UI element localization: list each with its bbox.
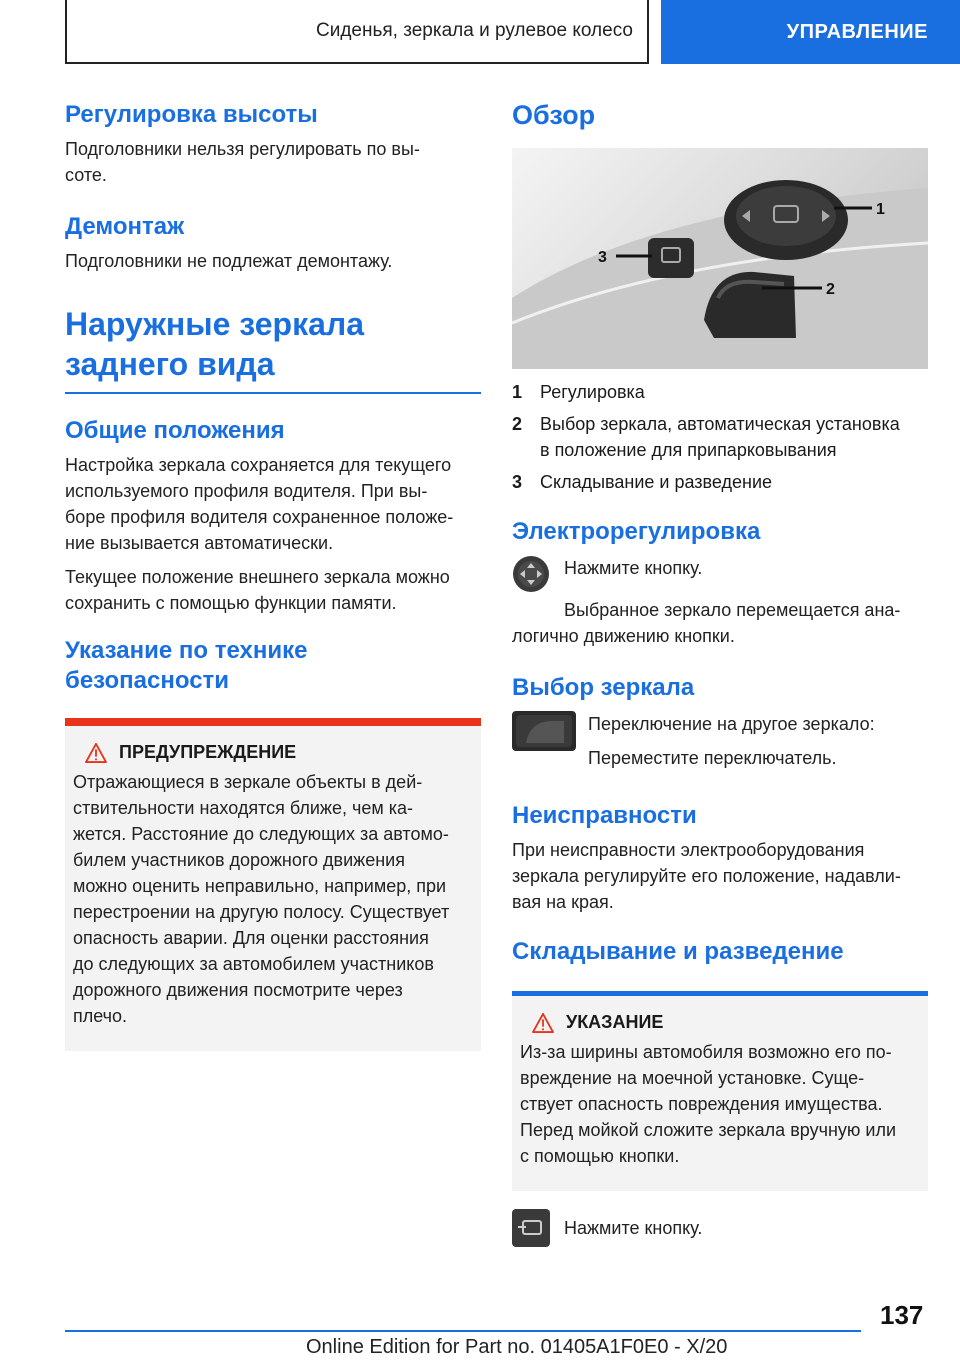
electric-adjust-text: Выбранное зеркало перемещается ана- логично движению кнопки. [512,600,901,646]
footer-rule [65,1330,861,1332]
list-item-text: Выбор зеркала, автоматическая установка в положение для припарковывания [540,414,900,460]
warning-triangle-icon [85,743,107,763]
heading-removal: Демонтаж [65,213,185,240]
page-number: 137 [880,1300,924,1330]
mirror-select-block [512,711,928,771]
list-item-number: 1 [512,382,523,402]
heading-exterior-mirrors: Наружные зеркала заднего вида [65,306,365,382]
heading-general: Общие положения [65,417,285,444]
height-adjust-text: Подголовники нельзя регулировать по вы- соте. [65,139,420,185]
section-rule [65,392,481,394]
removal-text: Подголовники не подлежат демонтажу. [65,251,393,271]
fold-instruction-text: Нажмите кнопку. [564,1218,703,1238]
callout-2: 2 [826,281,835,298]
mirror-fold-icon [512,1209,550,1247]
note-label: УКАЗАНИЕ [566,1012,664,1032]
list-item-text: Складывание и разведение [540,472,773,492]
mirror-controls-photo [512,148,928,369]
heading-mirror-select: Выбор зеркала [512,674,695,701]
list-item-text: Регулировка [540,382,645,402]
warning-text: Отражающиеся в зеркале объекты в дей- ствительности находятся ближе, чем ка- жется. Расстояние до следующих за автомо- билем участников дорожного движения можно оценить неправильно, например, при перестроении на другую полосу. Существует опасность аварии. Для оценки расстояния до следующих за автомобилем участников дорожного движения посмотрите через плечо. [73,772,450,1026]
overview-list [512,379,928,495]
heading-fold: Складывание и разведение [512,938,844,965]
mirror-select-texts [588,711,875,771]
footer-edition: Online Edition for Part no. 01405A1F0E0 - X/20 [306,1336,728,1358]
note-header [532,1012,920,1033]
header-section [65,0,649,64]
callout-3: 3 [598,249,607,266]
faults-text: При неисправности электрооборудования зеркала регулируйте его положение, надавли- вая на края. [512,840,901,912]
note-text: Из-за ширины автомобиля возможно его по- вреждение на моечной установке. Суще- ствует опасность повреждения имущества. Перед мойкой сложите зеркала вручную или с помощью кнопки. [520,1042,896,1166]
mirror-joystick-icon [512,555,550,593]
warning-label: ПРЕДУПРЕЖДЕНИЕ [119,742,297,762]
list-item [512,379,928,405]
heading-faults: Неисправности [512,802,697,829]
header-chapter [661,0,960,64]
electric-adjust-block [512,555,928,593]
callout-1: 1 [876,201,885,218]
heading-electric-adjust: Электрорегулировка [512,518,761,545]
warning-triangle-icon [532,1013,554,1033]
general-text-1: Настройка зеркала сохраняется для текущего используемого профиля водителя. При вы- боре профиля водителя сохраненное положе- ние вызывается автоматически. [65,455,454,553]
electric-adjust-instruction: Нажмите кнопку. [564,558,703,578]
list-item-number: 2 [512,414,523,434]
heading-safety: Указание по технике безопасности [65,637,308,694]
heading-overview: Обзор [512,100,596,130]
mirror-select-text-1: Переключение на другое зеркало: [588,714,875,734]
header-section-title: Сиденья, зеркала и рулевое колесо [316,20,633,41]
warning-header [85,742,473,763]
heading-height-adjust: Регулировка высоты [65,101,318,128]
mirror-selector-icon [512,711,576,751]
right-column [512,100,928,1247]
general-text-2: Текущее положение внешнего зеркала можно сохранить с помощью функции памяти. [65,567,450,613]
header-chapter-title: УПРАВЛЕНИЕ [786,20,928,43]
list-item [512,411,928,463]
warning-box [65,718,481,1051]
fold-instruction-block [512,1209,928,1247]
mirror-select-text-2: Переместите переключатель. [588,748,837,768]
list-item-number: 3 [512,472,523,492]
list-item [512,469,928,495]
left-column [65,100,481,1051]
note-box [512,991,928,1191]
mirror-controls-illustration [512,148,928,369]
